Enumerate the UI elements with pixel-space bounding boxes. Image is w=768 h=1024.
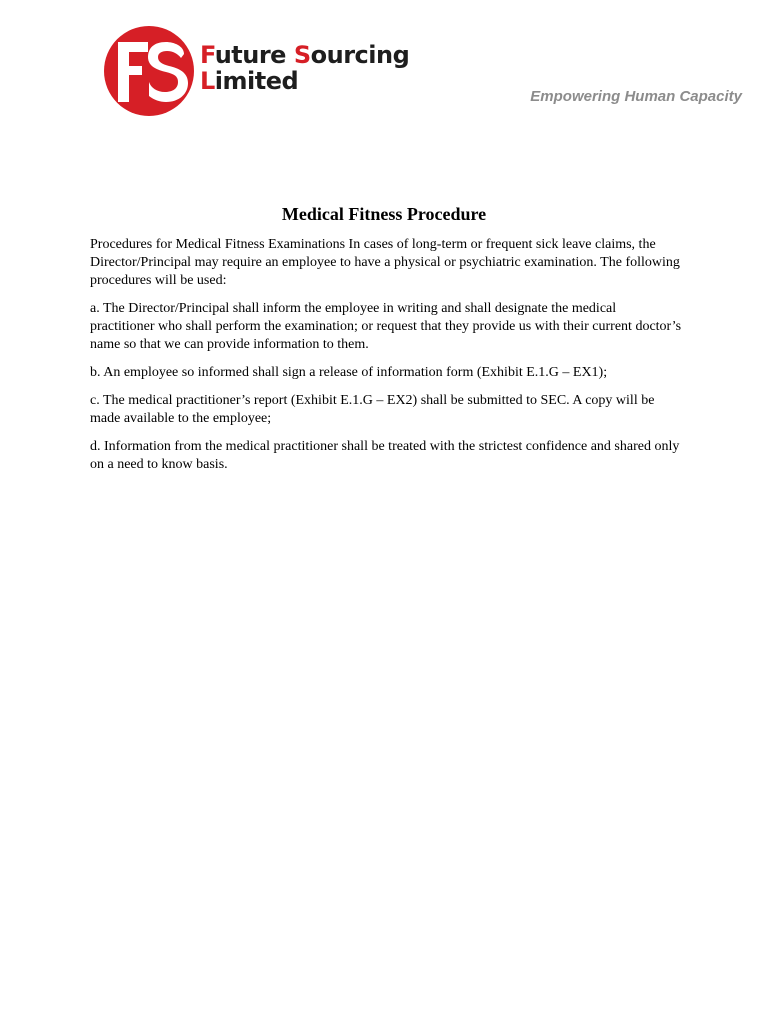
paragraph-a: a. The Director/Principal shall inform the employee in writing and shall designate the medical practitioner who shall perform the examination; or request that they provide us with their current doctor’s name so that we can provide information to them. bbox=[90, 301, 682, 352]
logo-letter-l: L bbox=[200, 67, 215, 95]
document-body bbox=[90, 236, 682, 484]
logo-word-uture: uture bbox=[214, 41, 294, 69]
document-title: Medical Fitness Procedure bbox=[281, 204, 487, 224]
logo-wordmark bbox=[200, 42, 409, 94]
logo-letter-f: F bbox=[200, 41, 215, 69]
logo-word-ourcing: ourcing bbox=[310, 41, 410, 69]
logo-word-imited: imited bbox=[214, 67, 299, 95]
paragraph-intro: Procedures for Medical Fitness Examinations In cases of long-term or frequent sick leave claims, the Director/Principal may require an employee to have a physical or psychiatric examination. The following procedures will be used: bbox=[90, 237, 680, 288]
paragraph-c: c. The medical practitioner’s report (Exhibit E.1.G – EX2) shall be submitted to SEC. A copy will be made available to the employee; bbox=[90, 393, 655, 426]
paragraph-b: b. An employee so informed shall sign a release of information form (Exhibit E.1.G – EX1); bbox=[90, 365, 608, 380]
paragraph-d: d. Information from the medical practitioner shall be treated with the strictest confidence and shared only on a need to know basis. bbox=[90, 439, 680, 472]
fs-logo-mark bbox=[104, 26, 194, 116]
logo-letter-s: S bbox=[293, 41, 311, 69]
company-logo bbox=[104, 26, 414, 118]
company-tagline: Empowering Human Capacity bbox=[530, 88, 742, 105]
logo-line-1 bbox=[200, 42, 409, 68]
logo-line-2 bbox=[200, 68, 409, 94]
